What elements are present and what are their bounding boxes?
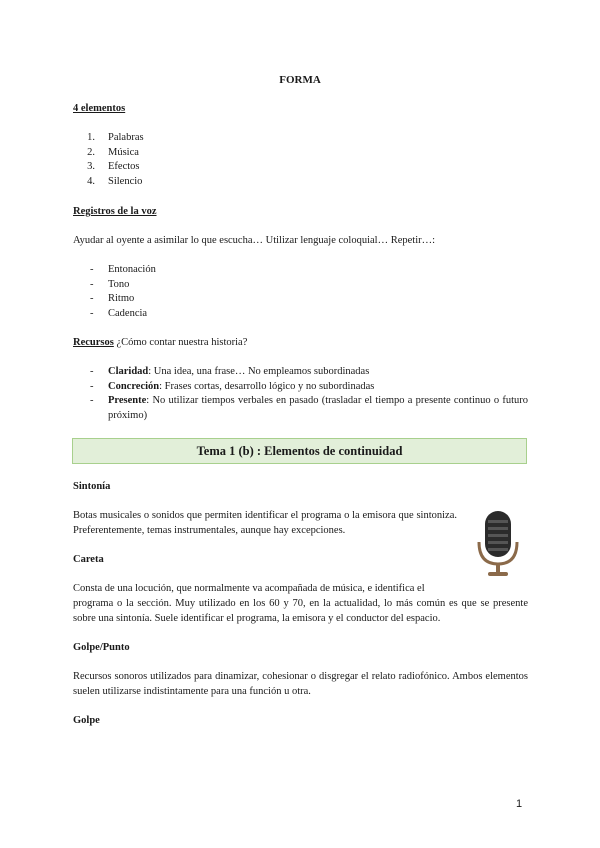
microphone-icon [474,510,522,578]
recursos-question: ¿Cómo contar nuestra historia? [113,337,248,348]
list-item: - Claridad: Una idea, una frase… No empleamos subordinadas [90,366,370,377]
heading-careta: Careta [73,554,104,565]
careta-line1: Consta de una locución, que normalmente va acompañada de música, e identifica el [73,583,425,594]
heading-recursos: Recursos [73,337,114,348]
banner-title: Tema 1 (b) : Elementos de continuidad [196,443,403,458]
recursos-line [73,336,247,351]
page-title: FORMA [279,74,321,86]
heading-registros: Registros de la voz [73,206,157,217]
page-number: 1 [516,798,523,810]
list-item: - Presente: No utilizar tiempos verbales en pasado (trasladar el tiempo a presente continuo o futuro próximo) [90,395,528,421]
heading-sintonia: Sintonía [73,481,111,492]
golpe-punto-text: Recursos sonoros utilizados para dinamizar, cohesionar o disgregar el relato radiofónico. Ambos elementos suelen utilizarse indistintamente para una función u otra. [73,671,528,697]
registros-intro: Ayudar al oyente a asimilar lo que escucha… Utilizar lenguaje coloquial… Repetir…: [73,235,436,246]
recursos-list [90,365,528,423]
heading-elementos: 4 elementos [73,103,126,114]
heading-golpe-punto: Golpe/Punto [73,642,130,653]
heading-golpe: Golpe [73,715,100,726]
sintonia-text: Botas musicales o sonidos que permiten identificar el programa o la emisora que sintoniza. Preferentemente, temas instrumentales, aunque hay excepciones. [73,510,457,536]
section-banner [72,438,527,464]
careta-text: programa o la sección. Muy utilizado en los 60 y 70, en la actualidad, lo más común es que se presente sobre una sintonía. Suele identificar el programa, la emisora y el conductor del espacio. [73,598,528,624]
list-item: - Concreción: Frases cortas, desarrollo lógico y no subordinadas [90,380,375,392]
